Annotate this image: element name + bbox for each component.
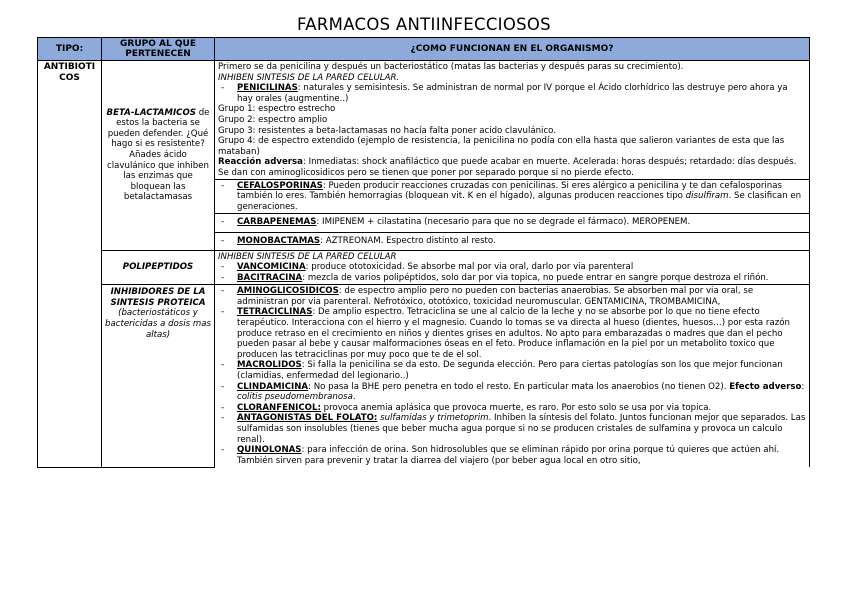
table-row [38, 250, 810, 285]
grupo-inhib-name: INHIBIDORES DE LA SINTESIS PROTEICA [110, 287, 206, 308]
baci-text: : mezcla de varios polipéptidos, solo dar por via topica, no puede entrar en sangre porque destroza el riñón. [302, 272, 769, 283]
list-item [218, 286, 806, 307]
list-item [218, 262, 806, 273]
grupo1-text: Grupo 1: espectro estrecho [218, 104, 336, 115]
penicilinas-text: : naturales y semisintesis. Se administran de normal por IV porque el Ácido clorhídrico las destruye pero ahora ya hay orales (augmentine..) [237, 83, 788, 104]
reaccion-label: Reacción adversa [218, 157, 303, 168]
quino-name: QUINOLONAS [237, 445, 302, 456]
vanco-name: VANCOMICINA [237, 262, 306, 273]
cefalo-name: CEFALOSPORINAS [237, 180, 323, 191]
polipeptidos-cell [215, 250, 810, 285]
monobactamas-cell [215, 232, 810, 250]
grupo-polipeptidos [102, 250, 215, 285]
list-item [218, 83, 806, 104]
tetra-text: : De amplio espectro. Tetraciclina se une al calcio de la leche y no se absorbe por lo que no tiene efecto terapéutico. Interacciona con el hierro y el magnesio. Cuando lo tomas se va directa al hueso (dientes, huesos…) por esta razón produce retraso en el crecimiento en niños y dientes grises en adultos. No apto para embarazadas o madres que dan el pecho pueden pasar al bebe y causar malformaciones óseas en el feto. Produce inflamación en la piel por un metabolito toxico que producen las tetraciclinas por muy poco que te de el sol. [237, 307, 790, 360]
antag-drugs: sulfamidas y trimetoprim [380, 413, 489, 424]
header-como: ¿COMO FUNCIONAN EN EL ORGANISMO? [215, 38, 810, 61]
list-item: - CLINDAMICINA: No pasa la BHE pero penetra en todo el resto. En particular mata los anaerobios (no tienen O2). Efecto adverso: colitis pseudomembranosa. [218, 382, 806, 403]
grupo3-text: Grupo 3: resistentes a beta-lactamasas no hacía falta poner acido clavulánico. [218, 125, 557, 136]
amino-name: AMINOGLICOSIDICOS [237, 286, 339, 297]
list-item [218, 445, 806, 466]
cefalosporinas-cell [215, 179, 810, 214]
clinda-adv-label: Efecto adverso [729, 381, 802, 392]
tetra-name: TETRACICLINAS [237, 307, 313, 318]
drug-table [37, 37, 810, 468]
table-row [38, 61, 810, 180]
grupo4-text: Grupo 4: de espectro extendido (ejemplo de resistencia, la penicilina no podía con ella hasta que salieron variantes de esta que las mataban) [218, 136, 785, 157]
table-header-row [38, 38, 810, 61]
macro-name: MACROLIDOS [237, 360, 302, 371]
clinda-text: : No pasa la BHE pero penetra en todo el resto. En particular mata los anaerobios (no tienen O2). [308, 381, 727, 392]
reaccion-text [218, 157, 806, 168]
vanco-text: : produce ototoxicidad. Se absorbe mal por via oral, darlo por via parenteral [305, 262, 634, 273]
cefalo-tail: . Se clasifican en generaciones. [237, 191, 802, 212]
cloran-text: provoca anemia aplásica que provoca muerte, es raro. Por esto solo se usa por via topica. [320, 402, 712, 413]
grupo-beta-lactamicos [102, 61, 215, 251]
list-item [218, 360, 806, 381]
list-item [218, 273, 806, 284]
cefalo-text: : Pueden producir reacciones cruzadas con penicilinas. Si eres alérgico a penicilina y te dan cefalosporinas también lo eres. También hemorragias (bloquean vit. K en el hígado), algunas producen reacciones tipo [237, 180, 782, 202]
grupo-inhibidores [102, 285, 215, 468]
list-item [218, 181, 806, 213]
list-item [218, 403, 806, 414]
list-item [218, 413, 806, 445]
mono-text: : AZTREONAM. Espectro distinto al resto. [320, 235, 496, 246]
list-item [218, 236, 806, 247]
grupo-beta-name: BETA-LACTAMICOS [106, 107, 196, 118]
grupo-beta-desc: de estos la bacteria se pueden defender. ¿Qué hago si es resistente? Añades ácido clavulánico que inhiben las enzimas que bloquean las betalactamasas [107, 107, 210, 203]
header-grupo: GRUPO AL QUE PERTENECEN [102, 38, 215, 61]
baci-name: BACITRACINA [237, 272, 303, 283]
carbapenemas-cell [215, 214, 810, 233]
header-tipo: TIPO: [38, 38, 102, 61]
tipo-cell: ANTIBIOTICOS [38, 61, 102, 468]
penicilinas-name: PENICILINAS [237, 83, 298, 94]
clinda-adv-text: colitis pseudomembranosa [237, 392, 353, 403]
quino-text: : para infección de orina. Son hidrosolubles que se eliminan rápido por orina porque tú quieres que actúen ahí. También sirven para prevenir y tratar la diarrea del viajero (por beber agua local en otro sitio, [237, 445, 780, 466]
poli-inhiben: INHIBEN SINTESIS DE LA PARED CELULAR [218, 251, 397, 262]
antag-text: . Inhiben la síntesis del folato. Juntos funcionan mejor que separados. Las sulfamidas son insolubles (tienes que beber mucha agua porque si no se producen cristales de sulfamina y provoca un calculo renal). [237, 413, 806, 445]
mono-name: MONOBACTAMAS [237, 235, 321, 246]
carba-text: : IMIPENEM + cilastatina (necesario para que no se degrade el fármaco). MEROPENEM. [316, 217, 691, 228]
amino-text: : de espectro amplio pero no pueden con bacterias anaerobias. Se absorben mal por via oral, se administran por via parenteral. Nefrotóxico, ototóxico, toxicidad neuromuscular. GENTAMICINA, TROMBAMICINA, [237, 286, 754, 307]
page-title: FARMACOS ANTIINFECCIOSOS [297, 15, 551, 34]
antag-name: ANTAGONISTAS DEL FOLATO: [237, 413, 378, 424]
aminoglic-line: Se dan con aminoglicosidicos pero se tienen que poner por separado porque si no pierde efecto. [218, 167, 634, 178]
grupo-poli-name: POLIPEPTIDOS [122, 262, 194, 273]
beta-penicilinas-cell [215, 61, 810, 180]
macro-text: : Si falla la penicilina se da esto. De segunda elección. Pero para ciertas patologías son los que mejor funcionan (clamidias, enfermedad del legionario..) [237, 360, 783, 382]
beta-inhiben: INHIBEN SINTESIS DE LA PARED CELULAR. [218, 72, 400, 83]
cefalo-drug: disulfiram [685, 191, 729, 202]
list-item [218, 307, 806, 360]
grupo-inhib-sub: (bacteriostáticos y bactericidas a dosis mas altas) [105, 308, 211, 340]
reaccion-body: : Inmediatas: shock anafiláctico que puede acabar en muerte. Acelerada: horas después; retardado: días después. [302, 157, 797, 168]
table-row [38, 285, 810, 468]
cloran-name: CLORANFENICOL: [237, 402, 321, 413]
clinda-name: CLINDAMICINA [237, 381, 309, 392]
penicilinas-list [218, 83, 806, 104]
list-item [218, 217, 806, 228]
carba-name: CARBAPENEMAS [237, 217, 317, 228]
grupo2-text: Grupo 2: espectro amplio [218, 114, 328, 125]
beta-intro: Primero se da penicilina y después un bacteriostático (matas las bacterias y después paras su crecimiento). [218, 62, 684, 72]
inhibidores-cell [215, 285, 810, 468]
